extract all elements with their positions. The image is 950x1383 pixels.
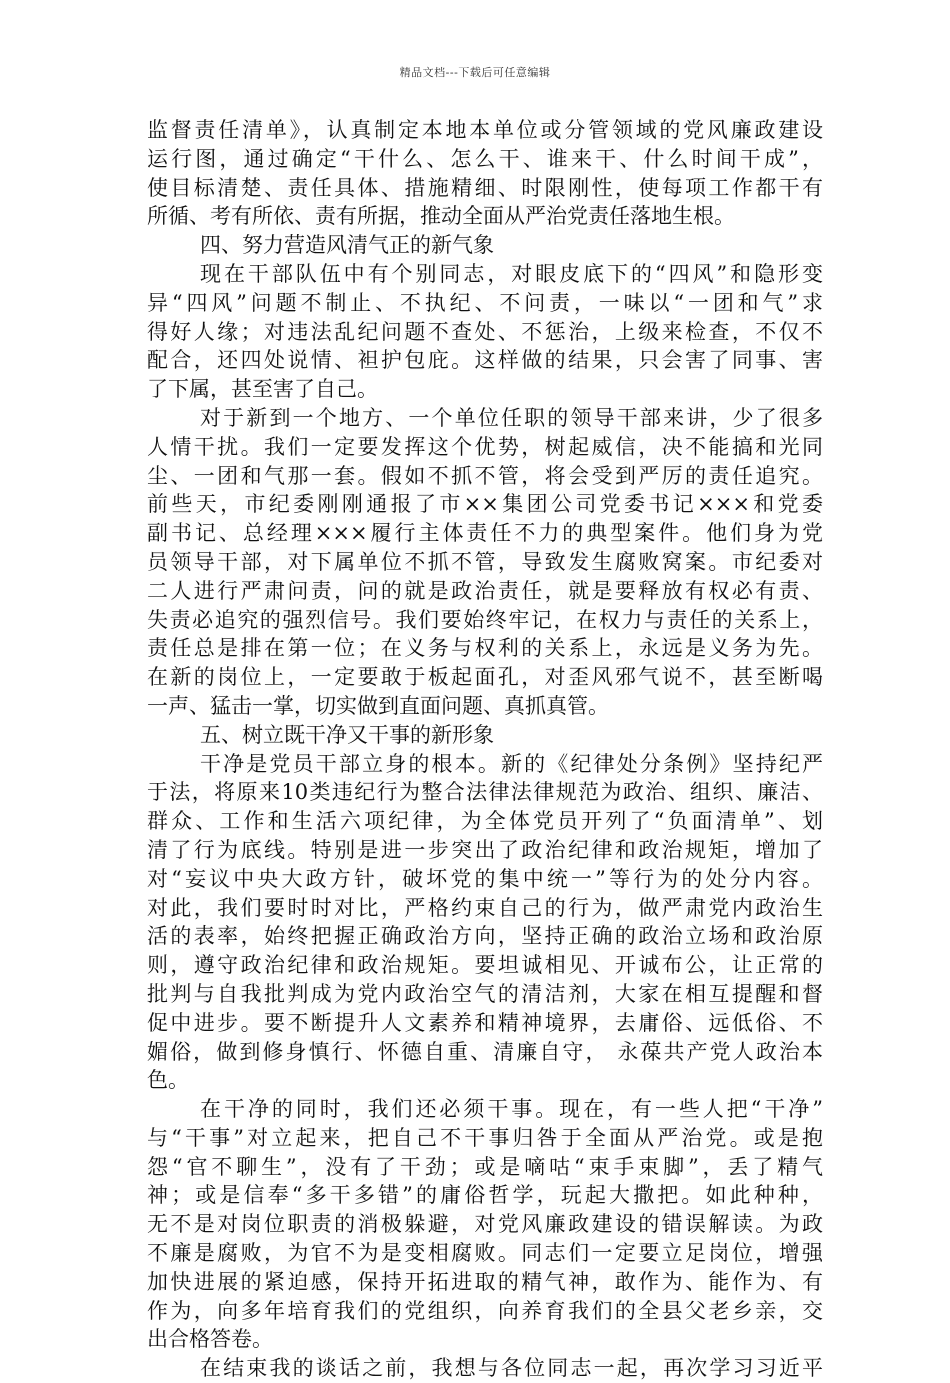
text-line: 前些天，市纪委刚刚通报了市××集团公司党委书记×××和党委 xyxy=(147,492,823,517)
text-line: 在新的岗位上，一定要敢于板起面孔，对歪风邪气说不，甚至断喝 xyxy=(147,665,823,690)
text-line: 人情干扰。我们一定要发挥这个优势，树起威信，决不能搞和光同 xyxy=(147,434,823,459)
text-line: 失责必追究的强烈信号。我们要始终牢记，在权力与责任的关系上， xyxy=(147,607,823,632)
text-line: 作为，向多年培育我们的党组织，向养育我们的全县父老乡亲，交 xyxy=(147,1298,823,1323)
text-line: 神；或是信奉“多干多错”的庸俗哲学，玩起大撒把。如此种种， xyxy=(147,1183,823,1208)
text-line: 对“妄议中央大政方针，破坏党的集中统一”等行为的处分内容。 xyxy=(147,866,823,891)
text-line: 促中进步。要不断提升人文素养和精神境界，去庸俗、远低俗、不 xyxy=(147,1010,823,1035)
text-line: 责任总是排在第一位；在义务与权利的关系上，永远是义务为先。 xyxy=(147,636,823,661)
text-line: 对于新到一个地方、一个单位任职的领导干部来讲，少了很多 xyxy=(200,405,823,430)
text-line: 媚俗，做到修身慎行、怀德自重、清廉自守， 永葆共产党人政治本 xyxy=(147,1039,823,1064)
section-heading: 五、树立既干净又干事的新形象 xyxy=(200,722,494,747)
text-line: 于法，将原来10类违纪行为整合法律法律规范为政治、组织、廉洁、 xyxy=(147,780,823,805)
text-line: 对此，我们要时时对比，严格约束自己的行为，做严肃党内政治生 xyxy=(147,895,823,920)
document-body xyxy=(147,116,823,1383)
text-line: 在干净的同时，我们还必须干事。现在，有一些人把“干净” xyxy=(200,1097,823,1122)
text-line: 则，遵守政治纪律和政治规矩。要坦诚相见、开诚布公，让正常的 xyxy=(147,953,823,978)
text-line: 了下属，甚至害了自己。 xyxy=(147,377,378,402)
text-line: 异“四风”问题不制止、不执纪、不问责，一味以“一团和气”求 xyxy=(147,290,823,315)
text-line: 无不是对岗位职责的消极躲避，对党风廉政建设的错误解读。为政 xyxy=(147,1212,823,1237)
text-line: 监督责任清单》，认真制定本地本单位或分管领域的党风廉政建设 xyxy=(147,118,823,142)
text-line: 配合，还四处说情、袒护包庇。这样做的结果，只会害了同事、害 xyxy=(147,348,823,373)
text-line: 所循、考有所依、责有所据，推动全面从严治党责任落地生根。 xyxy=(147,204,735,229)
text-line: 加快进展的紧迫感，保持开拓进取的精气神，敢作为、能作为、有 xyxy=(147,1269,823,1294)
text-line: 员领导干部，对下属单位不抓不管，导致发生腐败窝案。市纪委对 xyxy=(147,549,823,574)
text-line: 怨“官不聊生”，没有了干劲；或是嘀咕“束手束脚”，丢了精气 xyxy=(147,1154,823,1179)
text-line: 批判与自我批判成为党内政治空气的清洁剂，大家在相互提醒和督 xyxy=(147,981,823,1006)
text-line: 色。 xyxy=(147,1068,189,1093)
text-line: 副书记、总经理×××履行主体责任不力的典型案件。他们身为党 xyxy=(147,521,823,546)
text-line: 与“干事”对立起来，把自己不干事归咎于全面从严治党。或是抱 xyxy=(147,1125,823,1150)
text-line: 干净是党员干部立身的根本。新的《纪律处分条例》坚持纪严 xyxy=(200,751,823,776)
text-line: 出合格答卷。 xyxy=(147,1327,273,1352)
text-line: 尘、一团和气那一套。假如不抓不管，将会受到严厉的责任追究。 xyxy=(147,463,823,488)
text-line: 一声、猛击一掌，切实做到直面问题、真抓真管。 xyxy=(147,693,609,718)
text-line: 在结束我的谈话之前，我想与各位同志一起，再次学习习近平 xyxy=(200,1356,823,1381)
text-line: 得好人缘；对违法乱纪问题不查处、不惩治，上级来检查，不仅不 xyxy=(147,319,823,344)
text-line: 活的表率，始终把握正确政治方向，坚持正确的政治立场和政治原 xyxy=(147,924,823,949)
page-header: 精品文档---下载后可任意编辑 xyxy=(399,66,551,79)
text-line: 不廉是腐败，为官不为是变相腐败。同志们一定要立足岗位，增强 xyxy=(147,1241,823,1266)
section-heading: 四、努力营造风清气正的新气象 xyxy=(200,233,494,258)
text-line: 使目标清楚、责任具体、措施精细、时限刚性，使每项工作都干有 xyxy=(147,175,823,200)
text-line: 群众、工作和生活六项纪律，为全体党员开列了“负面清单”、划 xyxy=(147,809,823,834)
text-line: 运行图，通过确定“干什么、怎么干、谁来干、什么时间干成”， xyxy=(147,146,823,171)
text-line: 二人进行严肃问责，问的就是政治责任，就是要释放有权必有责、 xyxy=(147,578,823,603)
text-line: 现在干部队伍中有个别同志，对眼皮底下的“四风”和隐形变 xyxy=(200,261,823,286)
text-line: 清了行为底线。特别是进一步突出了政治纪律和政治规矩，增加了 xyxy=(147,837,823,862)
